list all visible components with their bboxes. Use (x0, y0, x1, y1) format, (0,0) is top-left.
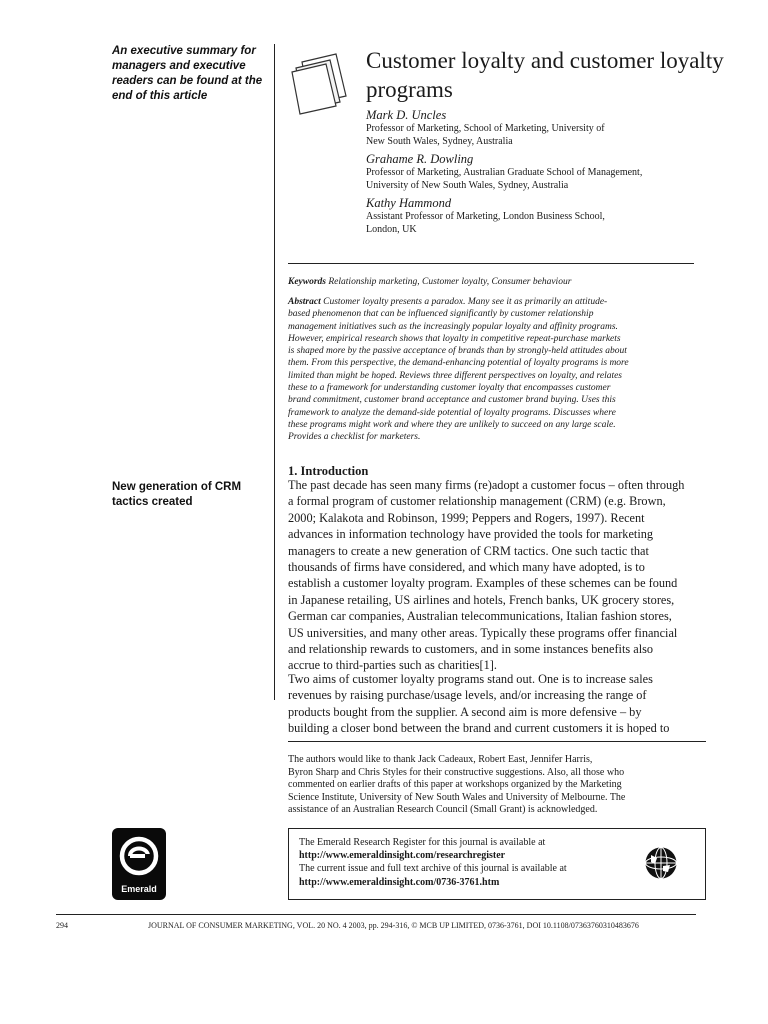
author-affiliation: Professor of Marketing, School of Marketing, University of (366, 123, 605, 134)
abstract (288, 296, 708, 444)
ack-rule (288, 741, 706, 742)
register-text: The Emerald Research Register for this journal is available at (299, 837, 546, 848)
abstract-line: is shaped more by the passive acceptance of brands than by strongly-held attitudes about (288, 346, 627, 357)
ack-line: assistance of an Australian Research Council (Small Grant) is acknowledged. (288, 804, 598, 816)
author-name: Grahame R. Dowling (366, 152, 474, 166)
body-line: revenues by raising purchase/usage levels, and/or increasing the range of (288, 688, 647, 703)
footer-rule (56, 914, 696, 915)
document-icon (288, 50, 354, 116)
body-line: and relationship rewards to customers, and in some instances benefits also (288, 642, 654, 657)
author-name: Mark D. Uncles (366, 108, 447, 122)
body-line: accrue to third-parties such as charities[1]. (288, 658, 497, 673)
author-affiliation: New South Wales, Sydney, Australia (366, 135, 513, 147)
body-line: Two aims of customer loyalty programs stand out. One is to increase sales (288, 672, 653, 686)
logo-wordmark: Emerald (121, 884, 157, 894)
abstract-line: these programs might work and where they are unlikely to succeed on any large scale. (288, 419, 616, 430)
body-line: establish a customer loyalty program. Examples of these schemes can be found (288, 576, 678, 591)
body-line: products bought from the supplier. A second aim is more defensive – by (288, 704, 642, 719)
archive-text: The current issue and full text archive of this journal is available at (299, 863, 567, 875)
keywords (288, 277, 708, 287)
keywords-label: Keywords (288, 277, 326, 287)
abstract-line: Provides a checklist for marketers. (288, 432, 421, 443)
body-line: The past decade has seen many firms (re)adopt a customer focus – often through (288, 478, 685, 492)
research-register-link[interactable]: http://www.emeraldinsight.com/researchregister (299, 850, 506, 862)
abstract-line: However, empirical research shows that loyalty in competitive repeat-purchase markets (288, 333, 621, 344)
emerald-logo-mark (112, 830, 166, 886)
author-block-3 (366, 196, 716, 236)
keywords-text: Relationship marketing, Customer loyalty, Consumer behaviour (328, 277, 572, 287)
page-number: 294 (56, 921, 68, 930)
author-affiliation: Professor of Marketing, Australian Graduate School of Management, (366, 167, 643, 178)
body-line: thousands of firms have considered, and which many have adopted, is to (288, 560, 645, 575)
author-block-2 (366, 152, 716, 192)
body-line: in Japanese retailing, US airlines and hotels, French banks, UK grocery stores, (288, 592, 675, 607)
ack-line: Science Institute, University of New South Wales and University of Melbourne. The (288, 791, 626, 803)
abstract-line: Customer loyalty presents a paradox. Many see it as primarily an attitude- (323, 297, 608, 307)
article-title: Customer loyalty and customer loyalty programs (366, 48, 724, 102)
author-affiliation: University of New South Wales, Sydney, Australia (366, 179, 569, 191)
abstract-line: them. From this perspective, the demand-enhancing potential of loyalty programs is more (288, 358, 629, 369)
abstract-line: brand commitment, customer brand acceptance and customer brand buying. Uses this (288, 395, 616, 406)
abstract-line: based phenomenon that can be influenced significantly by customer relationship (288, 309, 594, 320)
ack-line: commented on earlier drafts of this paper at workshops organized by the Marketing (288, 779, 622, 791)
journal-citation: JOURNAL OF CONSUMER MARKETING, VOL. 20 NO. 4 2003, pp. 294-316, © MCB UP LIMITED, 0736-3761, DOI 10.1108/07363760310483676 (148, 921, 639, 930)
author-affiliation: London, UK (366, 223, 417, 235)
author-affiliation: Assistant Professor of Marketing, London Business School, (366, 211, 605, 222)
abstract-label: Abstract (288, 297, 321, 307)
executive-summary-note: An executive summary for managers and executive readers can be found at the end of this article (112, 45, 263, 102)
body-line: US universities, and many other areas. Typically these programs offer financial (288, 625, 678, 640)
crm-side-note: New generation of CRM tactics created (112, 481, 242, 508)
body-line: a formal program of customer relationship management (CRM) (e.g. Brown, (288, 494, 666, 509)
column-divider (274, 44, 275, 700)
section-heading: 1. Introduction (288, 464, 369, 478)
body-line: German car companies, Australian telecommunications, Italian fashion stores, (288, 609, 672, 624)
abstract-line: framework to analyze the demand-side potential of loyalty programs. Discusses where (288, 407, 616, 418)
body-line: 2000; Kalakota and Robinson, 1999; Peppers and Rogers, 1997). Recent (288, 510, 645, 525)
intro-paragraph-2 (288, 671, 708, 737)
author-name: Kathy Hammond (366, 196, 452, 210)
body-line: managers to create a new generation of CRM tactics. One such tactic that (288, 543, 649, 558)
author-block-1 (366, 108, 716, 148)
abstract-line: limited than might be hoped. Reviews three different perspectives on loyalty, and relates (288, 370, 623, 381)
globe-icon (644, 846, 678, 880)
abstract-line: these to a framework for understanding customer loyalty that encompasses customer (288, 383, 611, 394)
abstract-line: management initiatives such as the increasingly popular loyalty and affinity programs. (288, 321, 618, 332)
keywords-rule (288, 263, 694, 264)
body-line: building a closer bond between the brand and current customers it is hoped to (288, 721, 670, 736)
ack-line: Byron Sharp and Chris Styles for their constructive suggestions. Also, all those who (288, 766, 625, 778)
body-line: advances in information technology have provided the tools for marketing (288, 527, 654, 542)
ack-line: The authors would like to thank Jack Cadeaux, Robert East, Jennifer Harris, (288, 754, 593, 765)
archive-link[interactable]: http://www.emeraldinsight.com/0736-3761.htm (299, 876, 500, 888)
intro-paragraph-1 (288, 477, 708, 674)
acknowledgement (288, 754, 706, 817)
emerald-logo (112, 828, 166, 900)
